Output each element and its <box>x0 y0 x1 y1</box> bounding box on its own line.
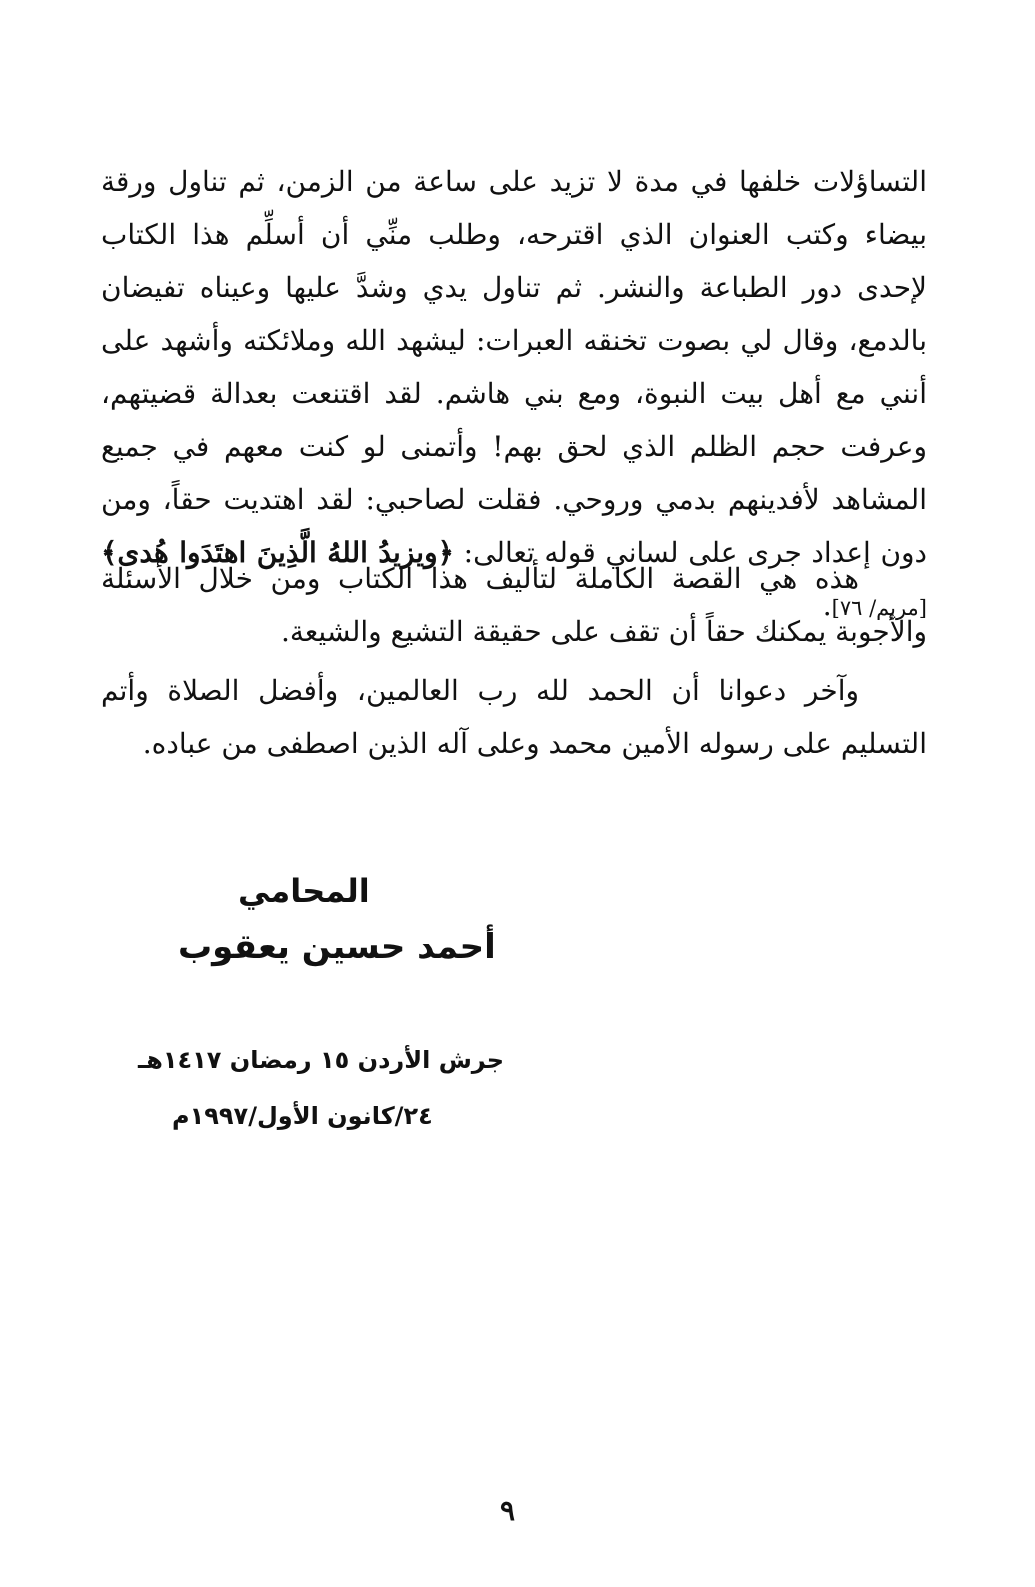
paragraph-closing-prayer: وآخر دعوانا أن الحمد لله رب العالمين، وأفضل الصلاة وأتم التسليم على رسوله الأمين محمد وعلى آله الذين اصطفى من عباده. <box>101 674 927 760</box>
quran-reference: [مريم/ ٧٦] <box>831 596 927 620</box>
author-title: المحامي <box>238 872 370 910</box>
page-number: ٩ <box>500 1494 516 1527</box>
paragraph-book-summary: هذه هي القصة الكاملة لتأليف هذا الكتاب ومن خلال الأسئلة والأجوبة يمكنك حقاً أن تقف على حقيقة التشيع والشيعة. <box>101 562 927 648</box>
sentence-end: . <box>822 589 832 622</box>
place-hijri-date: جرش الأردن ١٥ رمضان ١٤١٧هـ <box>138 1046 505 1074</box>
gregorian-date: ٢٤/كانون الأول/١٩٩٧م <box>172 1102 433 1130</box>
quran-verse: ﴿ويزيدُ اللهُ الَّذِينَ اهتَدَوا هُدى﴾ <box>101 536 455 569</box>
author-name: أحمد حسين يعقوب <box>178 927 496 967</box>
paragraph-text: التساؤلات خلفها في مدة لا تزيد على ساعة من الزمن، ثم تناول ورقة بيضاء وكتب العنوان الذي اقترحه، وطلب منِّي أن أسلِّم هذا الكتاب لإحدى دور الطباعة والنشر. ثم تناول يدي وشدَّ عليها وعيناه تفيضان بالدمع، وقال لي بصوت تخنقه العبرات: ليشهد الله وملائكته وأشهد على أنني مع أهل بيت النبوة، ومع بني هاشم. لقد اقتنعت بعدالة قضيتهم، وعرفت حجم الظلم الذي لحق بهم! وأتمنى لو كنت معهم في جميع المشاهد لأفدينهم بدمي وروحي. فقلت لصاحبي: لقد اهتديت حقاً، ومن دون إعداد جرى على لساني قوله تعالى: <box>101 165 928 569</box>
